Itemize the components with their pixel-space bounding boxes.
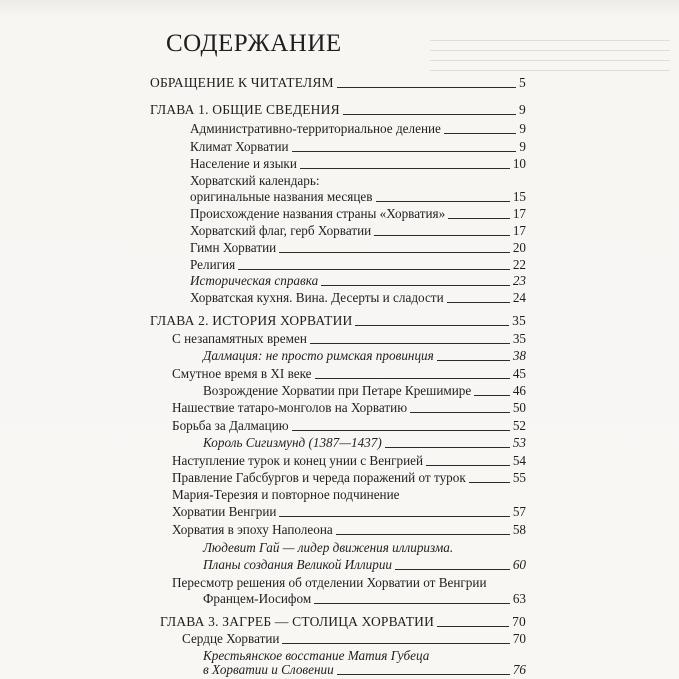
toc-entry: Правление Габсбургов и череда поражений от турок 55 <box>172 470 526 485</box>
toc-entry: Хорватии Венгрии 57 <box>172 504 526 519</box>
toc-entry: Хорватия в эпоху Наполеона 58 <box>172 522 526 537</box>
toc-entry: оригинальные названия месяцев 15 <box>190 189 526 204</box>
toc-entry: Хорватская кухня. Вина. Десерты и сладости 24 <box>190 290 526 305</box>
toc-entry: Людевит Гай — лидер движения иллиризма. <box>203 540 454 555</box>
toc-entry: Смутное время в XI веке 45 <box>172 366 526 381</box>
toc-entry: Возрождение Хорватии при Петаре Крешимире 46 <box>203 383 526 398</box>
toc-entry: Францем-Иосифом 63 <box>203 591 526 606</box>
toc-entry: Население и языки 10 <box>190 156 526 171</box>
bleed-through-text <box>430 40 670 80</box>
toc-entry: Король Сигизмунд (1387—1437) 53 <box>203 435 526 450</box>
toc-entry: Климат Хорватии 9 <box>190 139 526 154</box>
toc-entry: Административно-территориальное деление 9 <box>190 121 526 136</box>
toc-entry: Историческая справка 23 <box>190 273 526 288</box>
toc-entry: Хорватский календарь: <box>190 173 320 188</box>
toc-entry: Борьба за Далмацию 52 <box>172 418 526 433</box>
toc-entry: Хорватский флаг, герб Хорватии 17 <box>190 223 526 238</box>
toc-entry: Планы создания Великой Иллирии 60 <box>203 557 526 572</box>
toc-entry: Происхождение названия страны «Хорватия» 17 <box>190 206 526 221</box>
toc-entry: Гимн Хорватии 20 <box>190 240 526 255</box>
toc-entry: ОБРАЩЕНИЕ К ЧИТАТЕЛЯМ 5 <box>150 75 526 90</box>
toc-entry: Нашествие татаро-монголов на Хорватию 50 <box>172 400 526 415</box>
toc-entry: Религия 22 <box>190 257 526 272</box>
page-title: СОДЕРЖАНИЕ <box>166 30 342 57</box>
toc-entry: Наступление турок и конец унии с Венгрией 54 <box>172 453 526 468</box>
toc-entry: С незапамятных времен 35 <box>172 331 526 346</box>
toc-entry: Мария-Терезия и повторное подчинение <box>172 487 400 502</box>
toc-entry: Крестьянское восстание Матия Губеца <box>203 648 430 663</box>
toc-entry: ГЛАВА 3. ЗАГРЕБ — СТОЛИЦА ХОРВАТИИ 70 <box>160 614 526 629</box>
toc-entry: Сердце Хорватии 70 <box>182 631 526 646</box>
toc-entry: Далмация: не просто римская провинция 38 <box>203 348 526 363</box>
toc-entry: ГЛАВА 1. ОБЩИЕ СВЕДЕНИЯ 9 <box>150 102 526 117</box>
toc-entry: ГЛАВА 2. ИСТОРИЯ ХОРВАТИИ 35 <box>150 313 526 328</box>
toc-entry: Пересмотр решения об отделении Хорватии от Венгрии <box>172 575 487 590</box>
toc-entry: в Хорватии и Словении 76 <box>203 662 526 677</box>
